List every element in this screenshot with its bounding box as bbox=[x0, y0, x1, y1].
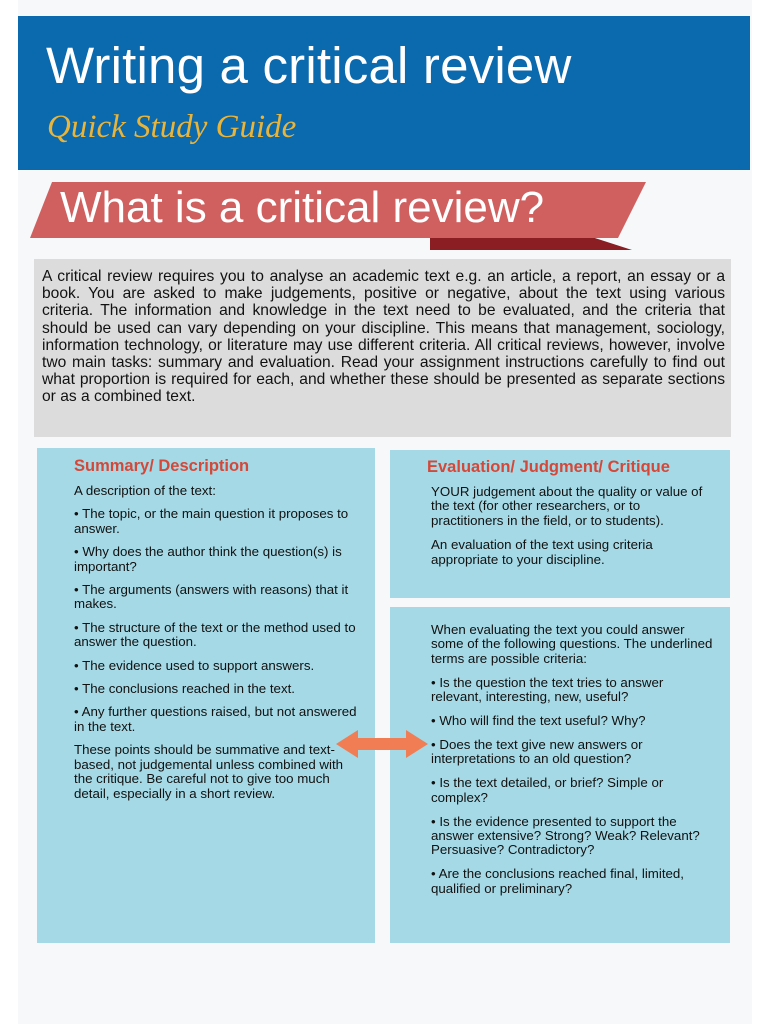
header-banner bbox=[18, 16, 750, 170]
summary-item: • Why does the author think the question(s) is important? bbox=[74, 544, 342, 574]
question-item: • Is the text detailed, or brief? Simple or complex? bbox=[431, 775, 664, 805]
questions-intro: When evaluating the text you could answer some of the following questions. The underlined terms are possible criteria: bbox=[431, 622, 713, 666]
evaluation-item: An evaluation of the text using criteria appropriate to your discipline. bbox=[431, 537, 653, 567]
question-item: • Does the text give new answers or interpretations to an old question? bbox=[431, 736, 643, 767]
evaluation-panel bbox=[390, 450, 730, 598]
question-item: • Are the conclusions reached final, limited, qualified or preliminary? bbox=[431, 866, 684, 896]
question-item: • Who will find the text useful? Why? bbox=[431, 713, 646, 729]
section-title: What is a critical review? bbox=[60, 183, 545, 232]
summary-item: • The topic, or the main question it proposes to answer. bbox=[74, 506, 349, 536]
summary-item: • The conclusions reached in the text. bbox=[74, 681, 295, 697]
page-subtitle: Quick Study Guide bbox=[47, 109, 297, 145]
question-item: • Is the evidence presented to support the answer extensive? Strong? Weak? Relevant? Persuasive? Contradictory? bbox=[431, 813, 700, 858]
double-arrow-icon bbox=[334, 728, 430, 760]
evaluation-item: YOUR judgement about the quality or value of the text (for other researchers, or to practitioners in the field, or to students). bbox=[431, 484, 703, 528]
question-item: • Is the question the text tries to answer relevant, interesting, new, useful? bbox=[431, 674, 664, 705]
summary-panel bbox=[37, 448, 375, 943]
summary-item: • The arguments (answers with reasons) that it makes. bbox=[74, 582, 349, 612]
summary-note: These points should be summative and text-based, not judgemental unless combined with the critique. Be careful not to give too much detail, especially in a short review. bbox=[74, 742, 344, 801]
summary-item: • The evidence used to support answers. bbox=[74, 657, 315, 673]
summary-heading: Summary/ Description bbox=[74, 457, 250, 475]
evaluation-heading: Evaluation/ Judgment/ Critique bbox=[427, 458, 670, 476]
summary-item: A description of the text: bbox=[74, 483, 216, 498]
summary-item: • The structure of the text or the method used to answer the question. bbox=[74, 619, 356, 650]
questions-panel bbox=[390, 607, 730, 943]
intro-box bbox=[34, 259, 731, 437]
page-title: Writing a critical review bbox=[46, 37, 572, 94]
summary-item: • Any further questions raised, but not answered in the text. bbox=[74, 704, 357, 734]
intro-text: A critical review requires you to analyse an academic text e.g. an article, a report, an essay or a book. You are asked to make judgements, positive or negative, about the text using various criteria. The information and knowledge in the text need to be evaluated, and the criteria that should be used can vary depending on your discipline. This means that management, sociology, information technology, or literature may use different criteria. All critical reviews, however, involve two main tasks: summary and evaluation. Read your assignment instructions carefully to find out what proportion is required for each, and whether these should be presented as separate sections or as a combined text. bbox=[42, 268, 725, 406]
